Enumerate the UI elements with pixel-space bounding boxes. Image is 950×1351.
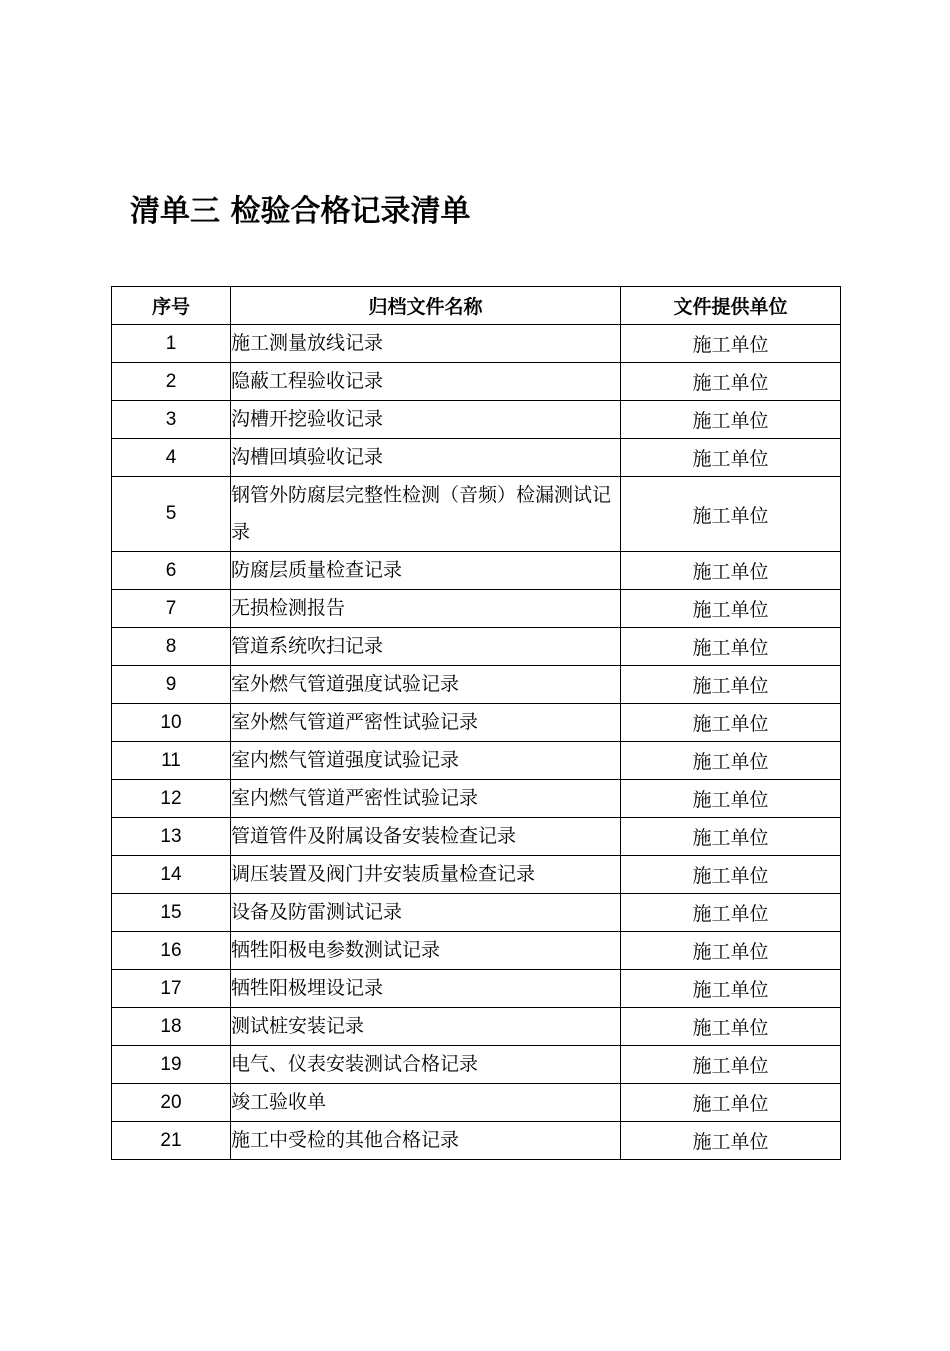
table-row bbox=[112, 742, 841, 780]
provider-unit: 施工单位 bbox=[621, 477, 841, 552]
document-name: 施工中受检的其他合格记录 bbox=[231, 1122, 621, 1160]
provider-unit: 施工单位 bbox=[621, 1008, 841, 1046]
document-name: 隐蔽工程验收记录 bbox=[231, 363, 621, 401]
row-number: 20 bbox=[112, 1084, 231, 1122]
provider-unit: 施工单位 bbox=[621, 856, 841, 894]
row-number: 8 bbox=[112, 628, 231, 666]
row-number: 6 bbox=[112, 552, 231, 590]
provider-unit: 施工单位 bbox=[621, 439, 841, 477]
provider-unit: 施工单位 bbox=[621, 1084, 841, 1122]
row-number: 3 bbox=[112, 401, 231, 439]
row-number: 15 bbox=[112, 894, 231, 932]
row-number: 12 bbox=[112, 780, 231, 818]
table-row bbox=[112, 477, 841, 552]
row-number: 14 bbox=[112, 856, 231, 894]
row-number: 10 bbox=[112, 704, 231, 742]
header-no: 序号 bbox=[112, 287, 231, 325]
table-row bbox=[112, 970, 841, 1008]
document-name: 施工测量放线记录 bbox=[231, 325, 621, 363]
document-name: 室内燃气管道严密性试验记录 bbox=[231, 780, 621, 818]
table-row bbox=[112, 704, 841, 742]
table-row bbox=[112, 1046, 841, 1084]
document-name: 牺牲阳极埋设记录 bbox=[231, 970, 621, 1008]
document-name: 无损检测报告 bbox=[231, 590, 621, 628]
document-name: 电气、仪表安装测试合格记录 bbox=[231, 1046, 621, 1084]
table-row bbox=[112, 856, 841, 894]
table-row bbox=[112, 932, 841, 970]
page-title: 清单三 检验合格记录清单 bbox=[130, 194, 471, 229]
table-row bbox=[112, 1084, 841, 1122]
provider-unit: 施工单位 bbox=[621, 666, 841, 704]
provider-unit: 施工单位 bbox=[621, 1122, 841, 1160]
provider-unit: 施工单位 bbox=[621, 325, 841, 363]
table-row bbox=[112, 1008, 841, 1046]
provider-unit: 施工单位 bbox=[621, 628, 841, 666]
table-row bbox=[112, 1122, 841, 1160]
document-name: 室内燃气管道强度试验记录 bbox=[231, 742, 621, 780]
document-name: 测试桩安装记录 bbox=[231, 1008, 621, 1046]
document-name: 调压装置及阀门井安装质量检查记录 bbox=[231, 856, 621, 894]
provider-unit: 施工单位 bbox=[621, 818, 841, 856]
row-number: 7 bbox=[112, 590, 231, 628]
row-number: 17 bbox=[112, 970, 231, 1008]
document-name: 防腐层质量检查记录 bbox=[231, 552, 621, 590]
row-number: 18 bbox=[112, 1008, 231, 1046]
table-row bbox=[112, 818, 841, 856]
row-number: 1 bbox=[112, 325, 231, 363]
table-row bbox=[112, 552, 841, 590]
provider-unit: 施工单位 bbox=[621, 590, 841, 628]
document-name: 竣工验收单 bbox=[231, 1084, 621, 1122]
row-number: 11 bbox=[112, 742, 231, 780]
provider-unit: 施工单位 bbox=[621, 1046, 841, 1084]
provider-unit: 施工单位 bbox=[621, 970, 841, 1008]
provider-unit: 施工单位 bbox=[621, 401, 841, 439]
table-row bbox=[112, 363, 841, 401]
document-name: 室外燃气管道强度试验记录 bbox=[231, 666, 621, 704]
document-name: 管道系统吹扫记录 bbox=[231, 628, 621, 666]
header-unit: 文件提供单位 bbox=[621, 287, 841, 325]
table-row bbox=[112, 325, 841, 363]
provider-unit: 施工单位 bbox=[621, 932, 841, 970]
table-row bbox=[112, 401, 841, 439]
table-row bbox=[112, 439, 841, 477]
table-body bbox=[112, 325, 841, 1160]
table-row bbox=[112, 666, 841, 704]
row-number: 4 bbox=[112, 439, 231, 477]
provider-unit: 施工单位 bbox=[621, 742, 841, 780]
document-name: 管道管件及附属设备安装检查记录 bbox=[231, 818, 621, 856]
table-header-row bbox=[112, 287, 841, 325]
row-number: 9 bbox=[112, 666, 231, 704]
row-number: 13 bbox=[112, 818, 231, 856]
header-name: 归档文件名称 bbox=[231, 287, 621, 325]
table-row bbox=[112, 894, 841, 932]
document-name: 沟槽开挖验收记录 bbox=[231, 401, 621, 439]
provider-unit: 施工单位 bbox=[621, 363, 841, 401]
row-number: 16 bbox=[112, 932, 231, 970]
provider-unit: 施工单位 bbox=[621, 780, 841, 818]
table-row bbox=[112, 780, 841, 818]
provider-unit: 施工单位 bbox=[621, 552, 841, 590]
row-number: 2 bbox=[112, 363, 231, 401]
document-name: 牺牲阳极电参数测试记录 bbox=[231, 932, 621, 970]
row-number: 19 bbox=[112, 1046, 231, 1084]
document-name: 设备及防雷测试记录 bbox=[231, 894, 621, 932]
records-table bbox=[111, 286, 841, 1160]
provider-unit: 施工单位 bbox=[621, 704, 841, 742]
row-number: 5 bbox=[112, 477, 231, 552]
table-row bbox=[112, 628, 841, 666]
document-name: 室外燃气管道严密性试验记录 bbox=[231, 704, 621, 742]
document-name: 沟槽回填验收记录 bbox=[231, 439, 621, 477]
provider-unit: 施工单位 bbox=[621, 894, 841, 932]
table-row bbox=[112, 590, 841, 628]
row-number: 21 bbox=[112, 1122, 231, 1160]
document-name: 钢管外防腐层完整性检测（音频）检漏测试记录 bbox=[231, 477, 621, 552]
